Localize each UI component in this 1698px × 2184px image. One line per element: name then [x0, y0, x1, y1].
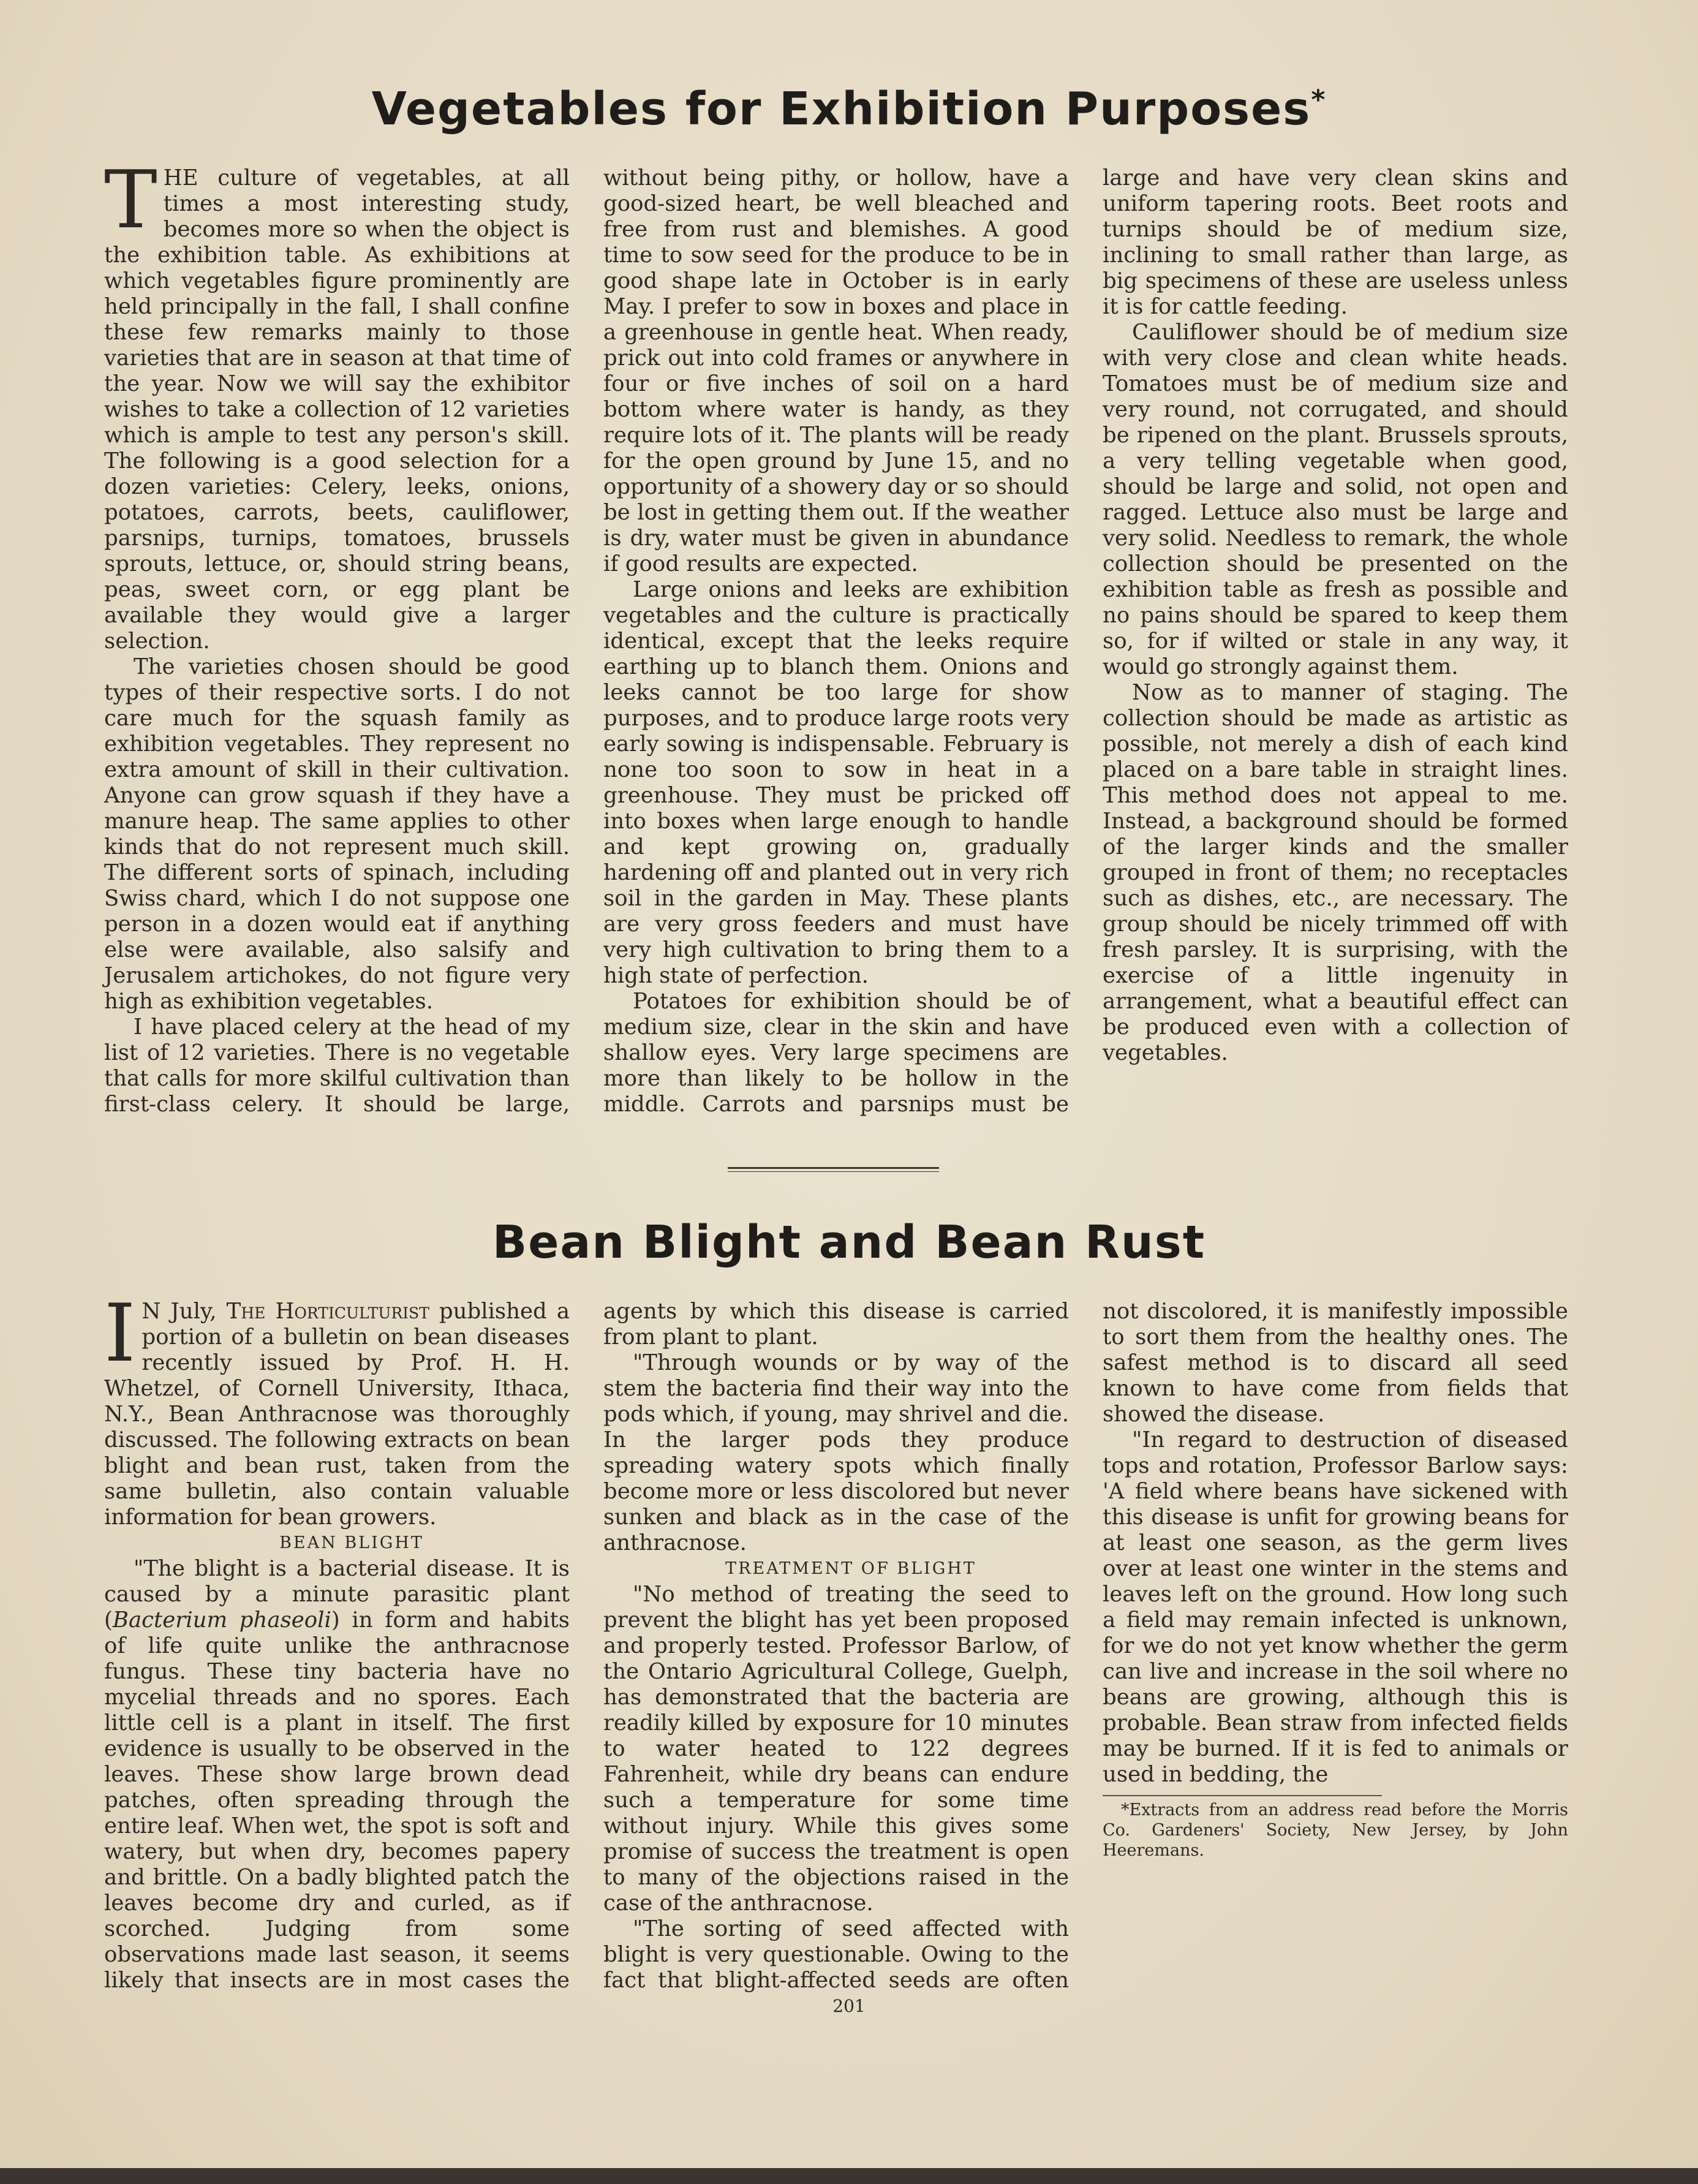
- subheading: TREATMENT OF BLIGHT: [725, 1559, 976, 1578]
- article-title-vegetables: [0, 83, 1698, 135]
- paragraph-text: "The blight is a bacterial disease. It is caused by a minute parasitic plant (: [104, 1556, 570, 1633]
- paragraph: "Through wounds or by way of the stem the bacteria find their way into the pods which, if young, may shrivel and die. In the larger pods they produce spreading watery spots which finally become more or less discolored but never sunken and black as in the case of the anthracnose.: [603, 1350, 1069, 1555]
- article-bean-blight: [104, 1287, 1568, 2019]
- paragraph-text: HE culture of vegetables, at all times a most interesting study, becomes more so when the object is the exhibition table. As exhibitions at which vegetables figure prominently are held principally in the fall, I shall confine these few remarks mainly to those varieties that are in season at that time of the year. Now we will say the exhibitor wishes to take a collection of 12 varieties which is ample to test any person's skill. The following is a good selection for a dozen varieties: Celery, leeks, onions, potatoes, carrots, beets, cauliflower, parsnips, turnips, tomatoes, brussels sprouts, lettuce, or, should string beans, peas, sweet corn, or egg plant be available they would give a larger selection.: [104, 165, 570, 654]
- paragraph: The varieties chosen should be good types of their respective sorts. I do not care much for the squash family as exhibition vegetables. They represent no extra amount of skill in their cultivation. Anyone can grow squash if they have a manure heap. The same applies to other kinds that do not represent much skill. The different sorts of spinach, including Swiss chard, which I do not suppose one person in a dozen would eat if anything else were available, also salsify and Jerusalem artichokes, do not figure very high as exhibition vegetables.: [104, 654, 570, 1014]
- footnote-rule: [1103, 1795, 1382, 1796]
- paragraph: "In regard to destruction of diseased tops and rotation, Professor Barlow says: 'A field where beans have sickened with this disease is unfit for growing beans for at least one season, as the germ lives over at least one winter in the stems and leaves left on the ground. How long such a field may remain infected is unknown, for we do not yet know whether the germ can live and increase in the soil where no beans are growing, although this is probable. Bean straw from infected fields may be burned. If it is fed to animals or used in bedding, the: [1103, 1427, 1568, 1787]
- article-columns: [104, 1287, 1568, 2019]
- article-vegetables: [104, 153, 1568, 1130]
- paragraph: I have placed celery at the head of my list of 12 varieties. There is no vegetable that calls for more skilful cultivation than first-class celery. It should be large, without being pithy, or hollow, have a good-sized heart, be well bleached and free from rust and blemishes. A good time to sow seed for the produce to be in good shape late in October is in early May. I prefer to sow in boxes and place in a greenhouse in gentle heat. When ready, prick out into cold frames or anywhere in four or five inches of soil on a hard bottom where water is handy, as they require lots of it. The plants will be ready for the open ground by June 15, and no opportunity of a showery day or so should be lost in getting them out. If the weather is dry, water must be given in abundance if good results are expected.: [104, 165, 1069, 1117]
- paragraph-text: ) in form and habits of life quite unlike the anthracnose fungus. These tiny bacteria have no mycelial threads and no spores. Each little cell is a plant in itself. The first evidence is usually to be observed in the leaves. These show large brown dead patches, often spreading through the entire leaf. When wet, the spot is soft and watery, but when dry, becomes papery and brittle. On a badly blighted patch the leaves become dry and curled, as if scorched. Judging from some observations made last season, it seems likely that insects are in most cases the agents by which this disease is carried from plant to plant.: [104, 1299, 1069, 1993]
- journal-name: The Horticulturist: [226, 1299, 429, 1324]
- footnote: *Extracts from an address read before the Morris Co. Gardeners' Society, New Jersey, by John Heeremans.: [1103, 1800, 1568, 1860]
- title-text: Vegetables for Exhibition Purposes: [371, 83, 1311, 135]
- scan-edge: [0, 2168, 1698, 2184]
- footnote-mark: *: [1311, 84, 1327, 116]
- article-columns: [104, 153, 1568, 1130]
- drop-cap: I: [104, 1287, 136, 1380]
- paragraph: Cauliflower should be of medium size with very close and clean white heads. Tomatoes must be of medium size and very round, not corrugated, and should be ripened on the plant. Brussels sprouts, a very telling vegetable when good, should be large and solid, not open and ragged. Lettuce also must be large and very solid. Needless to remark, the whole collection should be presented on the exhibition table as fresh as possible and no pains should be spared to keep them so, for if wilted or stale in any way, it would go strongly against them.: [1103, 320, 1568, 679]
- scientific-name: Bacterium phaseoli: [112, 1608, 331, 1633]
- paragraph: [104, 1287, 570, 1530]
- paragraph: "The sorting of seed affected with blight is very questionable. Owing to the fact that blight-affected seeds are often not discolored, it is manifestly impossible to sort them from the healthy ones. The safest method is to discard all seed known to have come from fields that showed the disease.: [603, 1299, 1568, 1993]
- article-title-bean-blight: Bean Blight and Bean Rust: [492, 1216, 1206, 1269]
- section-divider-thin: [728, 1171, 939, 1172]
- paragraph-text: N July,: [142, 1299, 227, 1324]
- paragraph: Large onions and leeks are exhibition vegetables and the culture is practically identical, except that the leeks require earthing up to blanch them. Onions and leeks cannot be too large for show purposes, and to produce large roots very early sowing is indispensable. February is none too soon to sow in heat in a greenhouse. They must be pricked off into boxes when large enough to handle and kept growing on, gradually hardening off and planted out in very rich soil in the garden in May. These plants are very gross feeders and must have very high cultivation to bring them to a high state of perfection.: [603, 577, 1069, 988]
- subheading: BEAN BLIGHT: [279, 1533, 424, 1552]
- section-divider: [728, 1167, 939, 1169]
- paragraph: [104, 153, 570, 654]
- paragraph: Now as to manner of staging. The collection should be made as artistic as possible, not merely a dish of each kind placed on a bare table in straight lines. This method does not appeal to me. Instead, a background should be formed of the larger kinds and the smaller grouped in front of them; no receptacles such as dishes, etc., are necessary. The group should be nicely trimmed off with fresh parsley. It is surprising, with the exercise of a little ingenuity in arrangement, what a beautiful effect can be produced even with a collection of vegetables.: [1103, 680, 1568, 1065]
- paragraph-text: published a portion of a bulletin on bean diseases recently issued by Prof. H. H. Whetzel, of Cornell University, Ithaca, N.Y., Bean Anthracnose was thoroughly discussed. The following extracts on bean blight and bean rust, taken from the same bulletin, also contain valuable information for bean growers.: [104, 1299, 570, 1530]
- paragraph: "No method of treating the seed to prevent the blight has yet been proposed and properly tested. Professor Barlow, of the Ontario Agricultural College, Guelph, has demonstrated that the bacteria are readily killed by exposure for 10 minutes to water heated to 122 degrees Fahrenheit, while dry beans can endure such a temperature for some time without injury. While this gives some promise of success the treatment is open to many of the objections raised in the case of the anthracnose.: [603, 1582, 1069, 1916]
- page-number: 201: [832, 1996, 866, 2016]
- paragraph: Potatoes for exhibition should be of medium size, clear in the skin and have shallow eyes. Very large specimens are more than likely to be hollow in the middle. Carrots and parsnips must be large and have very clean skins and uniform tapering roots. Beet roots and turnips should be of medium size, inclining to small rather than large, as big specimens of these are useless unless it is for cattle feeding.: [603, 165, 1568, 1117]
- drop-cap: T: [104, 153, 157, 246]
